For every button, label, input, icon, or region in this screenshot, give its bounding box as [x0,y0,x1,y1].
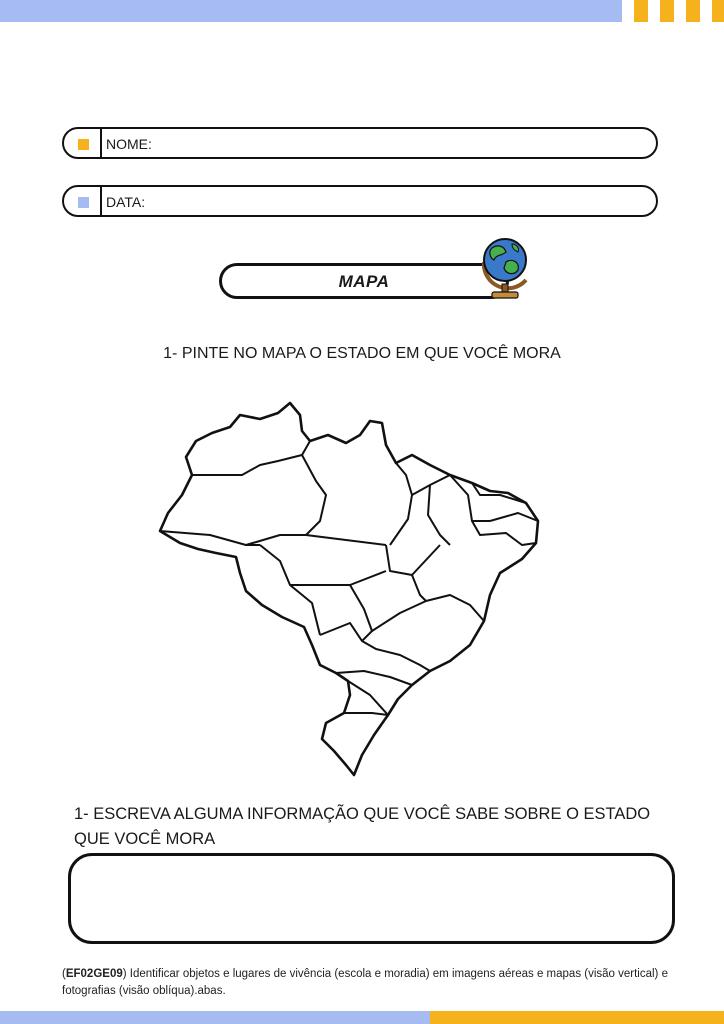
top-yellow-stripe [660,0,674,22]
field-divider [100,129,102,157]
yellow-square-icon [78,139,89,150]
field-divider [100,187,102,215]
brazil-map[interactable] [150,395,550,785]
question-1: 1- PINTE NO MAPA O ESTADO EM QUE VOCÊ MORA [163,345,561,362]
bottom-yellow-band [430,1011,724,1024]
top-blue-band [0,0,622,22]
date-field[interactable] [62,185,658,217]
name-label: NOME: [106,136,152,152]
bottom-blue-band [0,1011,450,1024]
footnote-text: ) Identificar objetos e lugares de vivência (escola e moradia) em imagens aéreas e mapas (visão vertical) e fotografias (visão oblíqua).abas. [62,968,668,997]
question-2: 1- ESCREVA ALGUMA INFORMAÇÃO QUE VOCÊ SABE SOBRE O ESTADO QUE VOCÊ MORA [74,805,651,848]
footnote-open-paren: ( [62,968,66,980]
name-field[interactable] [62,127,658,159]
title-box [219,263,509,299]
blue-square-icon [78,197,89,208]
answer-box[interactable] [68,853,675,944]
top-yellow-stripe [712,0,724,22]
top-yellow-stripe [634,0,648,22]
globe-icon [476,232,538,302]
bncc-footnote [62,966,682,1000]
date-label: DATA: [106,194,146,210]
top-yellow-stripe [686,0,700,22]
page-title: MAPA [338,272,390,291]
bncc-code: EF02GE09 [65,968,123,980]
